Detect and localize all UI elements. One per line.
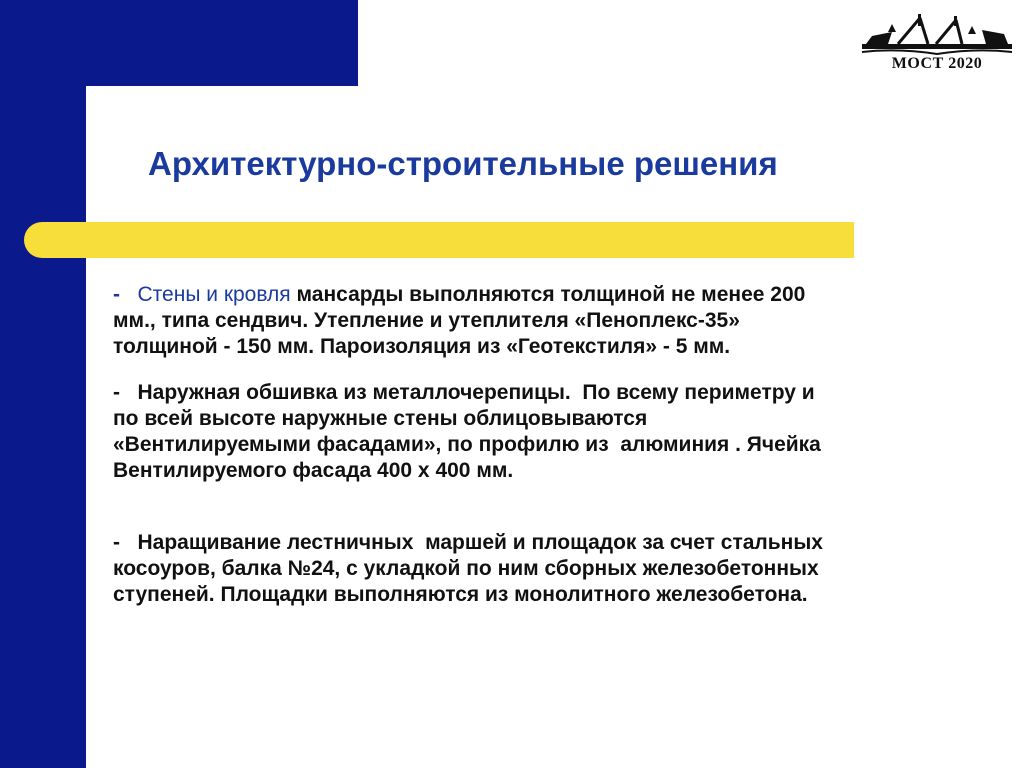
yellow-accent-bar <box>24 222 854 258</box>
paragraph-text: Наружная обшивка из металлочерепицы. По всему периметру и по всей высоте наружные стены облицовываются «Вентилируемыми фасадами», по профилю из алюминия . Ячейка Вентилируемого фасада 400 х 400 мм. <box>113 381 821 482</box>
content-body <box>113 282 993 608</box>
bullet-dash: - <box>113 283 138 306</box>
paragraph-walls-roof <box>113 282 993 360</box>
logo-text: МОСТ 2020 <box>891 55 983 72</box>
bullet-dash: - <box>113 531 138 554</box>
highlight-walls-roof: Стены и кровля <box>137 283 291 306</box>
paragraph-facade <box>113 380 993 484</box>
left-blue-band <box>0 0 86 768</box>
bullet-dash: - <box>113 381 138 404</box>
paragraph-stairs <box>113 530 993 608</box>
top-blue-band <box>86 0 358 86</box>
page-title: Архитектурно-строительные решения <box>148 145 778 182</box>
paragraph-text: Наращивание лестничных маршей и площадок за счет стальных косоуров, балка №24, с укладкой по ним сборных железобетонных ступеней. Площадки выполняются из монолитного железобетона. <box>113 531 823 606</box>
paragraph-text: мансарды выполняются толщиной не менее 200 мм., типа сендвич. Утепление и утеплителя «Пеноплекс-35» толщиной - 150 мм. Пароизоляция из «Геотекстиля» - 5 мм. <box>113 283 806 358</box>
